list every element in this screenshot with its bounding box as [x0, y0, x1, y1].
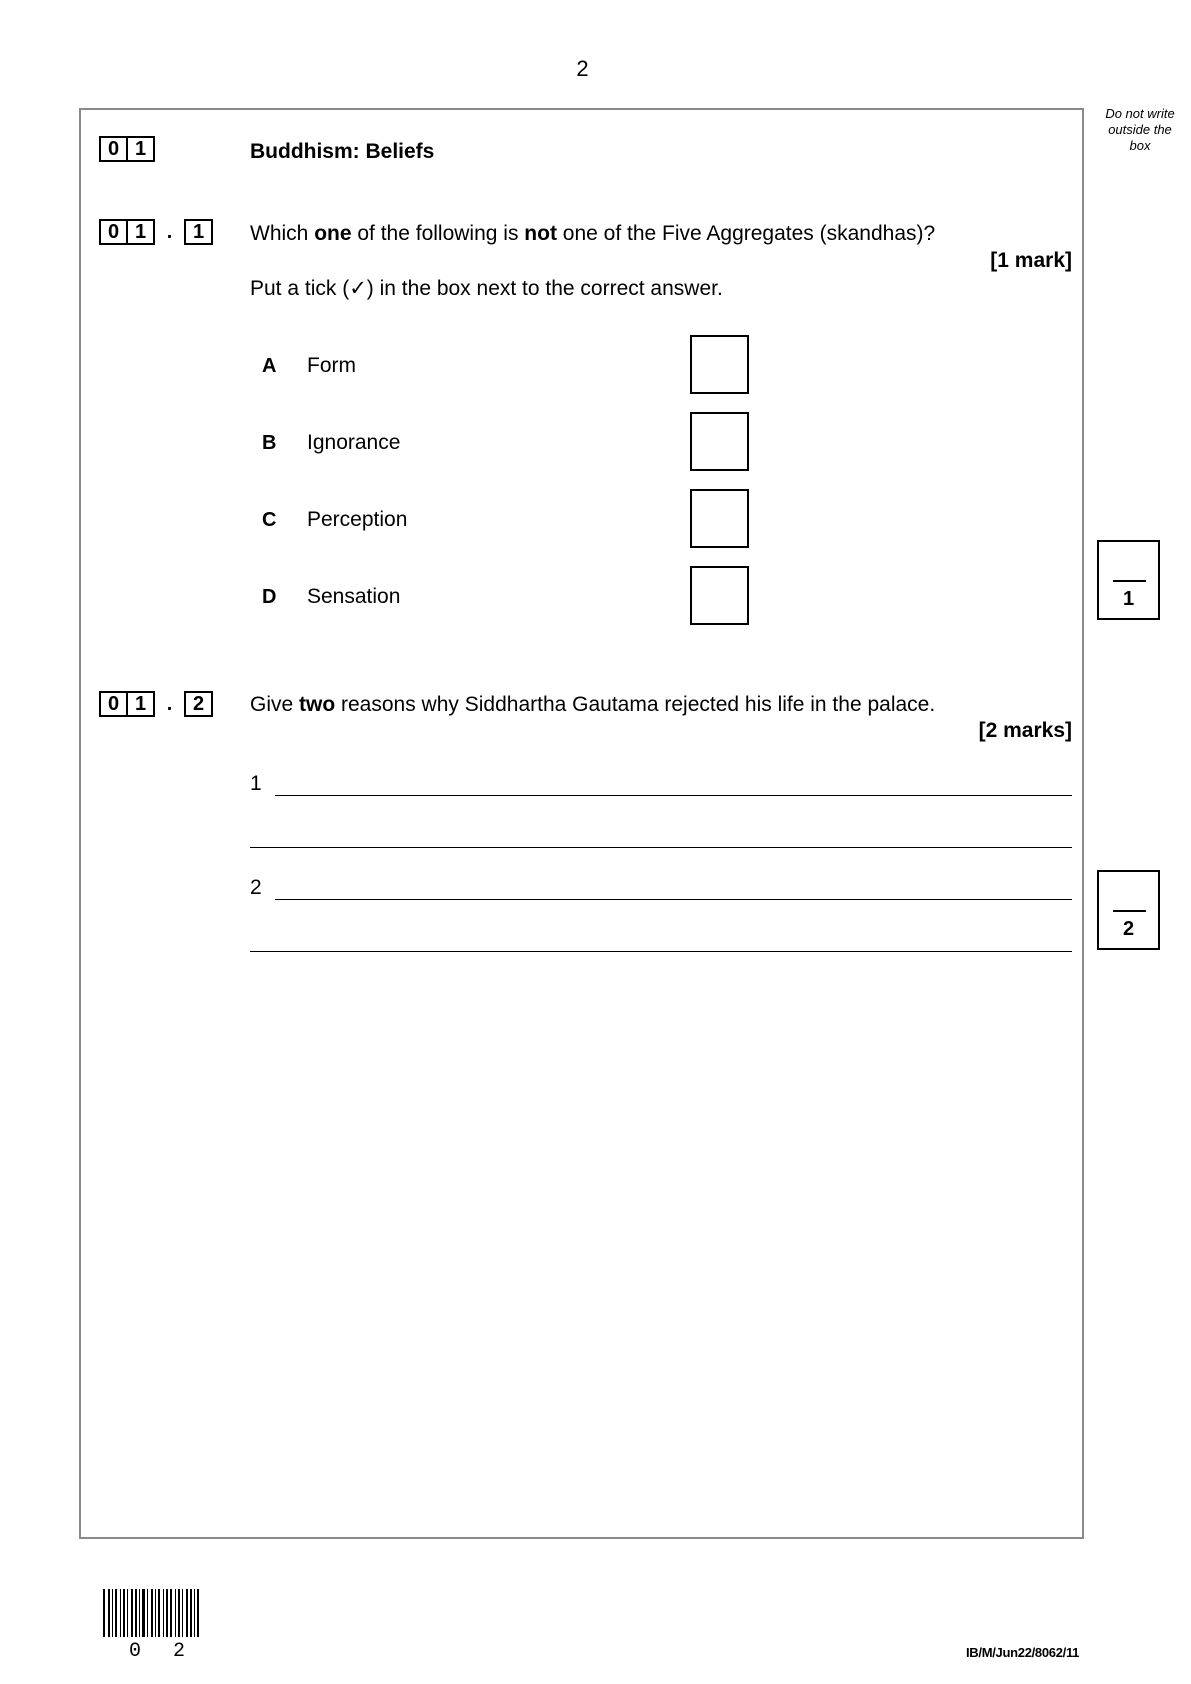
margin-note-line: Do not write — [1105, 106, 1175, 121]
margin-note-line: box — [1129, 138, 1151, 153]
question-text-part: Which — [250, 222, 315, 245]
tick-box-c[interactable] — [690, 489, 749, 548]
option-letter-a: A — [262, 355, 277, 377]
marks-label-01-2: [2 marks] — [978, 719, 1072, 742]
paper-reference: IB/M/Jun22/8062/11 — [966, 1645, 1080, 1660]
option-text-c: Perception — [307, 508, 408, 531]
margin-note-line: outside the — [1108, 122, 1172, 137]
marks-label-01-1: [1 mark] — [990, 249, 1072, 272]
question-text-part: one of the Five Aggregates (skandhas)? — [556, 222, 936, 245]
option-letter-b: B — [262, 432, 277, 454]
question-number-01-2 — [99, 691, 213, 717]
tick-box-b[interactable] — [690, 412, 749, 471]
option-text-a: Form — [307, 354, 356, 377]
question-text-part: Give — [250, 693, 300, 716]
option-text-b: Ignorance — [307, 431, 401, 454]
question-part-digit: 2 — [184, 691, 213, 717]
question-number-digit: 1 — [126, 219, 155, 245]
option-letter-d: D — [262, 586, 277, 608]
question-text-01-2 — [250, 693, 935, 717]
question-number-digit: 0 — [99, 219, 128, 245]
score-box-01-2[interactable] — [1097, 870, 1160, 950]
question-number-01-1 — [99, 219, 213, 245]
score-total: 2 — [1122, 918, 1135, 940]
section-number-digit: 0 — [99, 136, 128, 162]
barcode — [103, 1589, 199, 1637]
answer-line-2[interactable] — [275, 899, 1072, 900]
answer-label-1: 1 — [250, 772, 262, 795]
margin-note — [1098, 106, 1182, 154]
question-part-digit: 1 — [184, 219, 213, 245]
answer-label-2: 2 — [250, 876, 262, 899]
question-number-digit: 0 — [99, 691, 128, 717]
question-number-dot: . — [166, 692, 173, 715]
question-number-digit: 1 — [126, 691, 155, 717]
tick-box-a[interactable] — [690, 335, 749, 394]
question-text-emphasis: not — [524, 222, 557, 245]
tick-box-d[interactable] — [690, 566, 749, 625]
answer-frame — [79, 108, 1084, 1539]
page-number: 2 — [576, 56, 589, 81]
answer-line-1-continuation[interactable] — [250, 847, 1072, 848]
section-title: Buddhism: Beliefs — [250, 140, 435, 163]
score-total: 1 — [1122, 588, 1135, 610]
section-number-digit: 1 — [126, 136, 155, 162]
section-number — [99, 136, 155, 162]
question-text-01-1 — [250, 222, 935, 246]
score-box-01-1[interactable] — [1097, 540, 1160, 620]
question-text-emphasis: one — [314, 222, 352, 245]
option-text-d: Sensation — [307, 585, 401, 608]
answer-line-2-continuation[interactable] — [250, 951, 1072, 952]
question-text-part: of the following is — [351, 222, 525, 245]
question-text-emphasis: two — [299, 693, 336, 716]
score-blank — [1113, 580, 1146, 582]
answer-line-1[interactable] — [275, 795, 1072, 796]
barcode-digits: 0 2 — [129, 1640, 196, 1663]
question-number-dot: . — [166, 220, 173, 243]
tick-instruction: Put a tick (✓) in the box next to the correct answer. — [250, 277, 723, 300]
option-letter-c: C — [262, 509, 277, 531]
score-blank — [1113, 910, 1146, 912]
question-text-part: reasons why Siddhartha Gautama rejected his life in the palace. — [335, 693, 936, 716]
